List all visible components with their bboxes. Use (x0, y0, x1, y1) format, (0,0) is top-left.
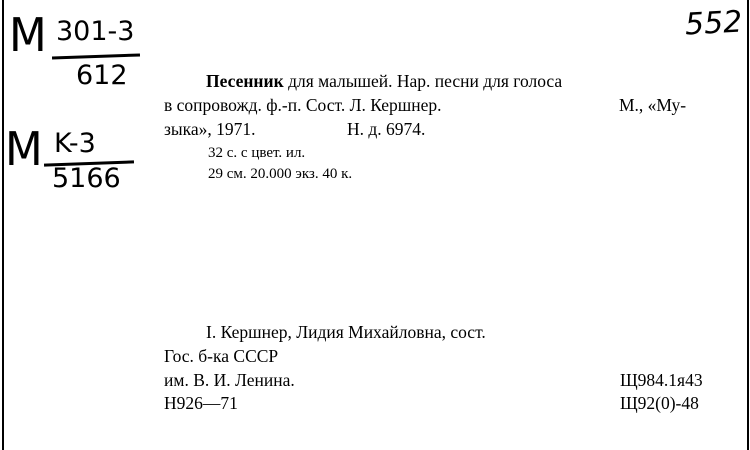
class-code-2: Щ92(0)-48 (620, 393, 699, 413)
handwritten-card-number: 552 (683, 4, 743, 43)
entry-line-3-left: зыка», 1971. (164, 119, 256, 139)
entry-line-1-rest: для малышей. Нар. песни для голоса (283, 71, 563, 91)
entry-format: 29 см. 20.000 экз. 40 к. (208, 166, 353, 182)
library-line-1: Гос. б-ка СССР (164, 346, 279, 366)
library-line-2: им. В. И. Ленина. (164, 370, 295, 390)
entry-title-bold: Песенник (206, 71, 284, 91)
card-right-edge (747, 0, 749, 450)
handwritten-code-1-bottom: 612 (76, 60, 128, 91)
entry-line-3-right: Н. д. 6974. (347, 119, 426, 139)
handwritten-divider-1 (52, 53, 140, 59)
entry-line-2-left: в сопровожд. ф.-п. Сост. Л. Кершнер. (164, 95, 442, 115)
handwritten-m-1: M (8, 8, 47, 62)
handwritten-m-2: M (4, 122, 43, 176)
card-left-edge (2, 0, 4, 450)
entry-line-1 (206, 71, 562, 92)
card-code: Н926—71 (164, 393, 238, 413)
handwritten-code-2-bottom: 5166 (52, 163, 121, 194)
handwritten-code-1-top: 301-3 (56, 16, 135, 47)
entry-pages: 32 с. с цвет. ил. (208, 145, 306, 161)
added-entry: I. Кершнер, Лидия Михайловна, сост. (206, 322, 486, 342)
entry-line-2-right: М., «Му- (619, 95, 687, 115)
class-code-1: Щ984.1я43 (620, 370, 703, 390)
handwritten-code-2-top: K-3 (54, 128, 96, 159)
